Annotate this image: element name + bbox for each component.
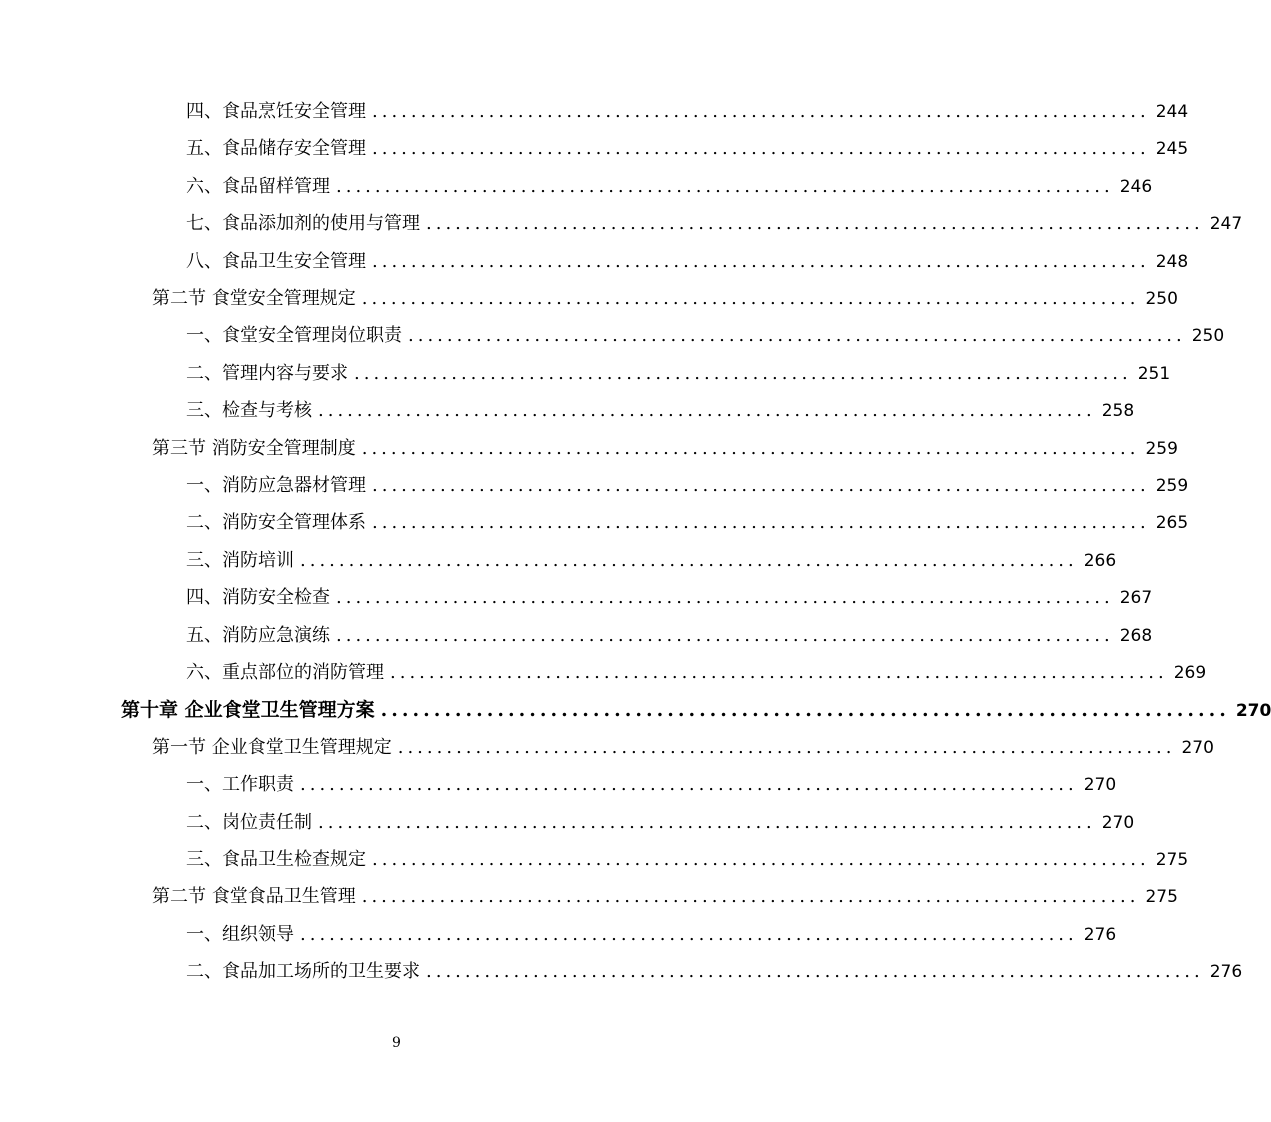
toc-entry-page: 276 <box>1083 924 1117 945</box>
toc-entry-label: 六、重点部位的消防管理 <box>186 662 384 683</box>
toc-entry-page: 259 <box>1145 438 1178 459</box>
toc-leader-dots: ................................................................................ <box>408 325 1186 347</box>
toc-leader-dots: ................................................................................ <box>380 699 1230 722</box>
toc-entry[interactable] <box>186 923 1117 947</box>
toc-entry-label: 一、组织领导 <box>186 923 294 945</box>
toc-entry-label: 第二节 食堂食品卫生管理 <box>152 886 356 908</box>
toc-leader-dots: ................................................................................ <box>336 624 1114 646</box>
toc-entry-page: 266 <box>1083 550 1117 571</box>
toc-entry-label: 五、食品储存安全管理 <box>186 138 366 160</box>
toc-entry[interactable] <box>186 773 1117 797</box>
toc-entry[interactable] <box>186 511 1189 535</box>
toc-entry-page: 270 <box>1083 775 1117 796</box>
toc-entry-label: 三、消防培训 <box>186 549 294 571</box>
toc-leader-dots: ................................................................................ <box>336 587 1114 609</box>
toc-entry-page: 270 <box>1235 701 1271 722</box>
toc-leader-dots: ................................................................................ <box>336 175 1114 197</box>
toc-entry-page: 250 <box>1145 289 1178 309</box>
toc-entry-page: 244 <box>1155 102 1189 122</box>
toc-entry-label: 第一节 企业食堂卫生管理规定 <box>152 736 392 758</box>
toc-entry-page: 275 <box>1145 887 1178 908</box>
toc-entry-label: 一、食堂安全管理岗位职责 <box>186 325 402 347</box>
toc-entry-label: 二、岗位责任制 <box>186 811 312 833</box>
toc-entry-label: 八、食品卫生安全管理 <box>186 250 366 272</box>
toc-entry-label: 五、消防应急演练 <box>186 624 330 646</box>
toc-entry[interactable] <box>186 549 1117 573</box>
toc-entry-page: 245 <box>1155 139 1189 160</box>
toc-leader-dots: ................................................................................ <box>426 961 1204 983</box>
toc-entry[interactable] <box>186 811 1135 835</box>
toc-entry[interactable] <box>186 848 1189 872</box>
toc-entry[interactable] <box>186 250 1189 274</box>
toc-entry-page: 268 <box>1119 625 1153 646</box>
toc-entry[interactable] <box>121 698 1271 723</box>
toc-leader-dots: ................................................................................ <box>372 475 1150 496</box>
toc-entry[interactable] <box>186 399 1135 423</box>
toc-leader-dots: ................................................................................ <box>390 662 1168 683</box>
toc-entry-label: 二、管理内容与要求 <box>186 362 348 384</box>
toc-leader-dots: ................................................................................ <box>372 101 1150 122</box>
toc-leader-dots: ................................................................................ <box>372 138 1150 160</box>
toc-entry-page: 247 <box>1209 214 1243 235</box>
toc-entry[interactable] <box>152 287 1178 311</box>
toc-entry-label: 二、食品加工场所的卫生要求 <box>186 961 420 983</box>
toc-entry[interactable] <box>152 885 1178 909</box>
toc-entry-label: 第三节 消防安全管理制度 <box>152 437 356 459</box>
toc-entry[interactable] <box>186 362 1171 386</box>
toc-entry-page: 267 <box>1119 588 1153 609</box>
toc-leader-dots: ................................................................................ <box>372 849 1150 870</box>
toc-entry-label: 三、食品卫生检查规定 <box>186 849 366 870</box>
toc-entry-page: 269 <box>1173 663 1207 683</box>
toc-entry-label: 一、工作职责 <box>186 774 294 796</box>
toc-entry-label: 四、食品烹饪安全管理 <box>186 101 366 122</box>
toc-entry-page: 265 <box>1155 513 1189 534</box>
toc-entry[interactable] <box>186 586 1153 610</box>
toc-entry-label: 三、检查与考核 <box>186 400 312 422</box>
toc-entry[interactable] <box>186 624 1153 648</box>
toc-entry-page: 258 <box>1101 401 1135 422</box>
toc-entry-label: 四、消防安全检查 <box>186 587 330 609</box>
toc-entry[interactable] <box>152 437 1178 461</box>
toc-entry-page: 251 <box>1137 363 1171 384</box>
toc-leader-dots: ................................................................................ <box>426 213 1204 235</box>
toc-leader-dots: ................................................................................ <box>354 362 1132 384</box>
toc-entry[interactable] <box>152 736 1214 760</box>
toc-entry-page: 246 <box>1119 176 1153 197</box>
toc-leader-dots: ................................................................................ <box>300 923 1078 945</box>
toc-entry-label: 第二节 食堂安全管理规定 <box>152 288 356 309</box>
toc-leader-dots: ................................................................................ <box>300 774 1078 796</box>
toc-entry[interactable] <box>186 212 1243 236</box>
page-number: 9 <box>392 1035 401 1051</box>
toc-entry[interactable] <box>186 324 1225 348</box>
toc-entry-label: 第十章 企业食堂卫生管理方案 <box>121 699 375 722</box>
toc-leader-dots: ................................................................................ <box>372 250 1150 272</box>
toc-entry-page: 250 <box>1191 326 1225 347</box>
toc-leader-dots: ................................................................................ <box>318 811 1096 833</box>
toc-entry[interactable] <box>186 175 1153 199</box>
toc-entry[interactable] <box>186 960 1243 984</box>
toc-entry[interactable] <box>186 661 1207 685</box>
toc-entry[interactable] <box>186 474 1189 498</box>
toc-entry-label: 一、消防应急器材管理 <box>186 475 366 496</box>
toc-leader-dots: ................................................................................ <box>318 400 1096 422</box>
toc-entry-page: 270 <box>1101 812 1135 833</box>
toc-leader-dots: ................................................................................ <box>300 549 1078 571</box>
toc-entry-label: 七、食品添加剂的使用与管理 <box>186 213 420 235</box>
toc-entry-page: 270 <box>1181 737 1214 758</box>
toc-leader-dots: ................................................................................ <box>361 288 1140 309</box>
toc-leader-dots: ................................................................................ <box>361 886 1140 908</box>
toc-entry-page: 248 <box>1155 251 1189 272</box>
toc-leader-dots: ................................................................................ <box>372 512 1150 534</box>
toc-entry-page: 259 <box>1155 476 1189 496</box>
toc-leader-dots: ................................................................................ <box>361 437 1140 459</box>
toc-entry[interactable] <box>186 137 1189 161</box>
toc-entry-page: 275 <box>1155 850 1189 870</box>
toc-entry-label: 二、消防安全管理体系 <box>186 512 366 534</box>
toc-entry-page: 276 <box>1209 962 1243 983</box>
toc-leader-dots: ................................................................................ <box>397 736 1176 758</box>
toc-entry-label: 六、食品留样管理 <box>186 175 330 197</box>
toc-entry[interactable] <box>186 100 1189 124</box>
